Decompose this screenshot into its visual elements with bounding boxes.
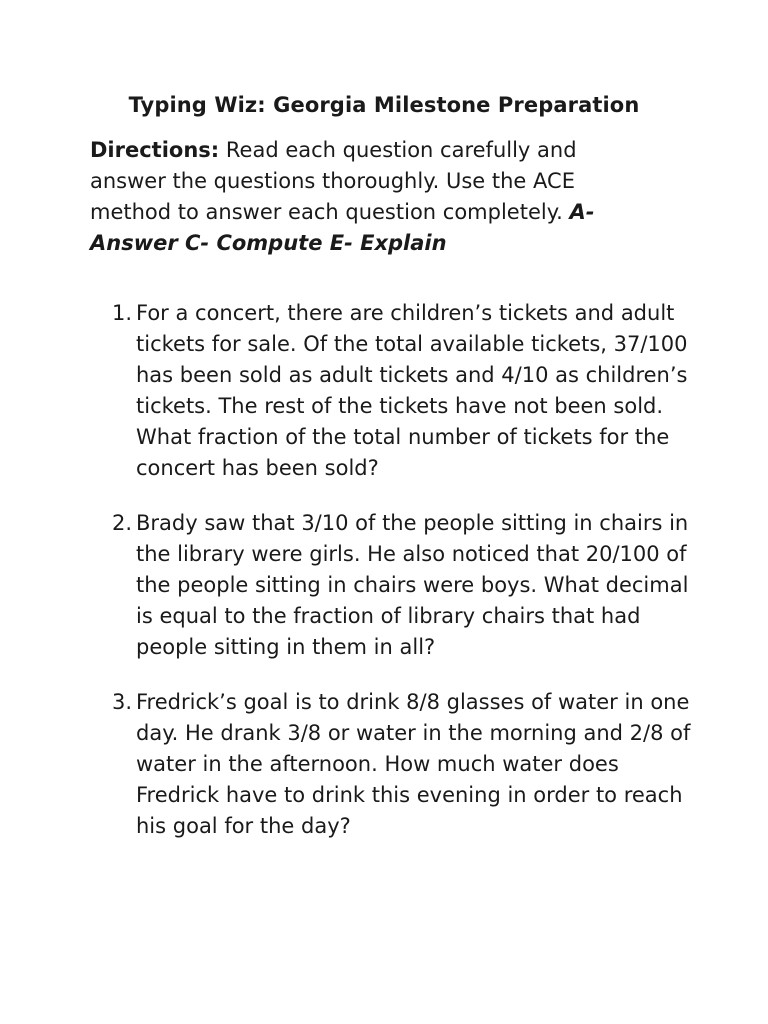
question-item-2 xyxy=(112,508,692,663)
ace-method-text: A- Answer C- Compute E- Explain xyxy=(90,200,595,255)
question-number: 1. xyxy=(112,301,133,325)
question-number: 2. xyxy=(112,511,133,535)
question-item-3 xyxy=(112,687,692,842)
question-text: Fredrick’s goal is to drink 8/8 glasses of water in one day. He drank 3/8 or water in the morning and 2/8 of water in the afternoon. How much water does Fredrick have to drink this evening in order to reach his goal for the day? xyxy=(136,690,691,838)
directions-text: Read each question carefully and answer the questions thoroughly. Use the ACE method to answer each question completely. xyxy=(90,138,577,224)
question-list xyxy=(112,298,692,866)
question-number: 3. xyxy=(112,690,133,714)
question-text: Brady saw that 3/10 of the people sitting in chairs in the library were girls. He also noticed that 20/100 of the people sitting in chairs were boys. What decimal is equal to the fraction of library chairs that had people sitting in them in all? xyxy=(136,511,689,659)
directions-paragraph xyxy=(90,135,650,259)
document-title: Typing Wiz: Georgia Milestone Preparation xyxy=(128,93,640,117)
question-text: For a concert, there are children’s tickets and adult tickets for sale. Of the total available tickets, 37/100 has been sold as adult tickets and 4/10 as children’s tickets. The rest of the tickets have not been sold. What fraction of the total number of tickets for the concert has been sold? xyxy=(136,301,688,480)
question-item-1 xyxy=(112,298,692,484)
directions-label: Directions: xyxy=(90,138,220,162)
